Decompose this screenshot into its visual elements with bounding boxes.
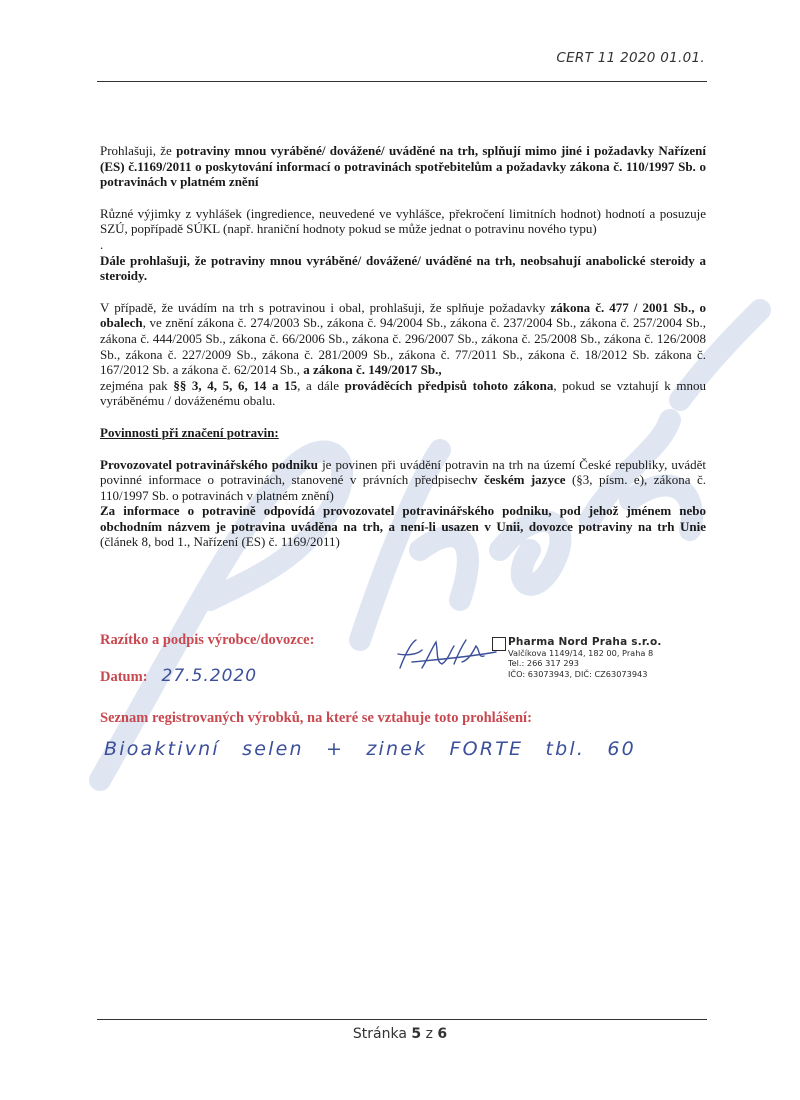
paragraph-obligations: Provozovatel potravinářského podniku je povinen při uvádění potravin na trh na území České republiky, uvádět povinné informace o potravinách, stanovené v právních předpisechv českém jazyce (§3, písm. e), zákona č. 110/1997 Sb. o potravinách v platném znění) — [100, 456, 707, 503]
handwritten-signature — [392, 632, 502, 677]
footer-separator: z — [425, 1026, 433, 1042]
stamp-address: Valčíkova 1149/14, 182 00, Praha 8 — [508, 648, 654, 658]
document-code: CERT 11 2020 01.01. — [556, 50, 705, 66]
product-list-label: Seznam registrovaných výrobků, na které se vztahuje toto prohlášení: — [100, 710, 532, 726]
date-row — [100, 666, 257, 686]
company-stamp — [508, 636, 662, 679]
stamp-signature-label: Razítko a podpis výrobce/dovozce: — [100, 632, 315, 648]
paragraph-packaging: V případě, že uvádím na trh s potravinou i obal, prohlašuji, že splňuje požadavky zákona č. 477 / 2001 Sb., o obalech, ve znění zákona č. 274/2003 Sb., zákona č. 94/2004 Sb., zákona č. 237/2004 Sb., zákona č. 257/2004 Sb., zákona č. 444/2005 Sb., zákona č. 66/2006 Sb., zákona č. 296/2007 Sb., zákona č. 25/2008 Sb., zákona č. 126/2008 Sb., zákona č. 227/2009 Sb., zákona č. 281/2009 Sb., zákona č. 77/2011 Sb., zákona č. 18/2012 Sb. zákona č. 167/2012 Sb. a zákona č. 62/2014 Sb., a zákona č. 149/2017 Sb., zejména pak §§ 3, 4, 5, 6, 14 a 15, a dále prováděcích předpisů tohoto zákona, pokud se vztahují k mnou vyráběnému / dováženému obalu. — [100, 299, 707, 409]
footer-total-pages: 6 — [437, 1026, 448, 1042]
paragraph-responsibility: Za informace o potravině odpovídá provozovatel potravinářského podniku, pod jehož jménem nebo obchodním názvem je potravina uváděna na trh, a není-li usazen v Unii, dovozce potraviny na trh Unie (článek 8, bod 1., Nařízení (ES) č. 1169/2011) — [100, 503, 706, 550]
paragraph-dot: . — [100, 236, 104, 252]
header-divider — [97, 81, 707, 82]
signature-block — [100, 632, 710, 702]
stamp-ids: IČO: 63073943, DIČ: CZ63073943 — [508, 668, 648, 679]
document-body — [100, 143, 706, 550]
stamp-phone: Tel.: 266 317 293 — [508, 658, 579, 669]
stamp-company-name: Pharma Nord Praha s.r.o. — [508, 636, 662, 648]
paragraph-exceptions: Různé výjimky z vyhlášek (ingredience, neuvedené ve vyhlášce, překročení limitních hodnot) hodnotí a posuzuje SZÚ, popřípadě SÚKL (např. hraniční hodnoty pokud se může jednat o potravinu nového typu) — [100, 205, 706, 237]
paragraph-declaration: Prohlašuji, že potraviny mnou vyráběné/ dovážené/ uváděné na trh, splňují mimo jiné i požadavky Nařízení (ES) č.1169/2011 o poskytování informací o potravinách spotřebitelům a požadavky zákona č. 110/1997 Sb. o potravinách v platném znění — [100, 143, 707, 190]
footer-divider — [97, 1019, 707, 1020]
product-list-item-handwritten: Bioaktivní selen + zinek FORTE tbl. 60 — [104, 738, 636, 760]
date-value-handwritten: 27.5.2020 — [161, 666, 258, 686]
paragraph-steroids: Dále prohlašuji, že potraviny mnou vyráběné/ dovážené/ uváděné na trh, neobsahují anabolické steroidy a steroidy. — [100, 252, 706, 284]
footer-prefix: Stránka — [352, 1026, 407, 1042]
date-label: Datum: — [100, 669, 148, 685]
company-logo-icon — [492, 637, 506, 651]
page-footer — [0, 1026, 800, 1042]
section-heading: Povinnosti při značení potravin: — [100, 424, 279, 440]
footer-current-page: 5 — [411, 1026, 422, 1042]
